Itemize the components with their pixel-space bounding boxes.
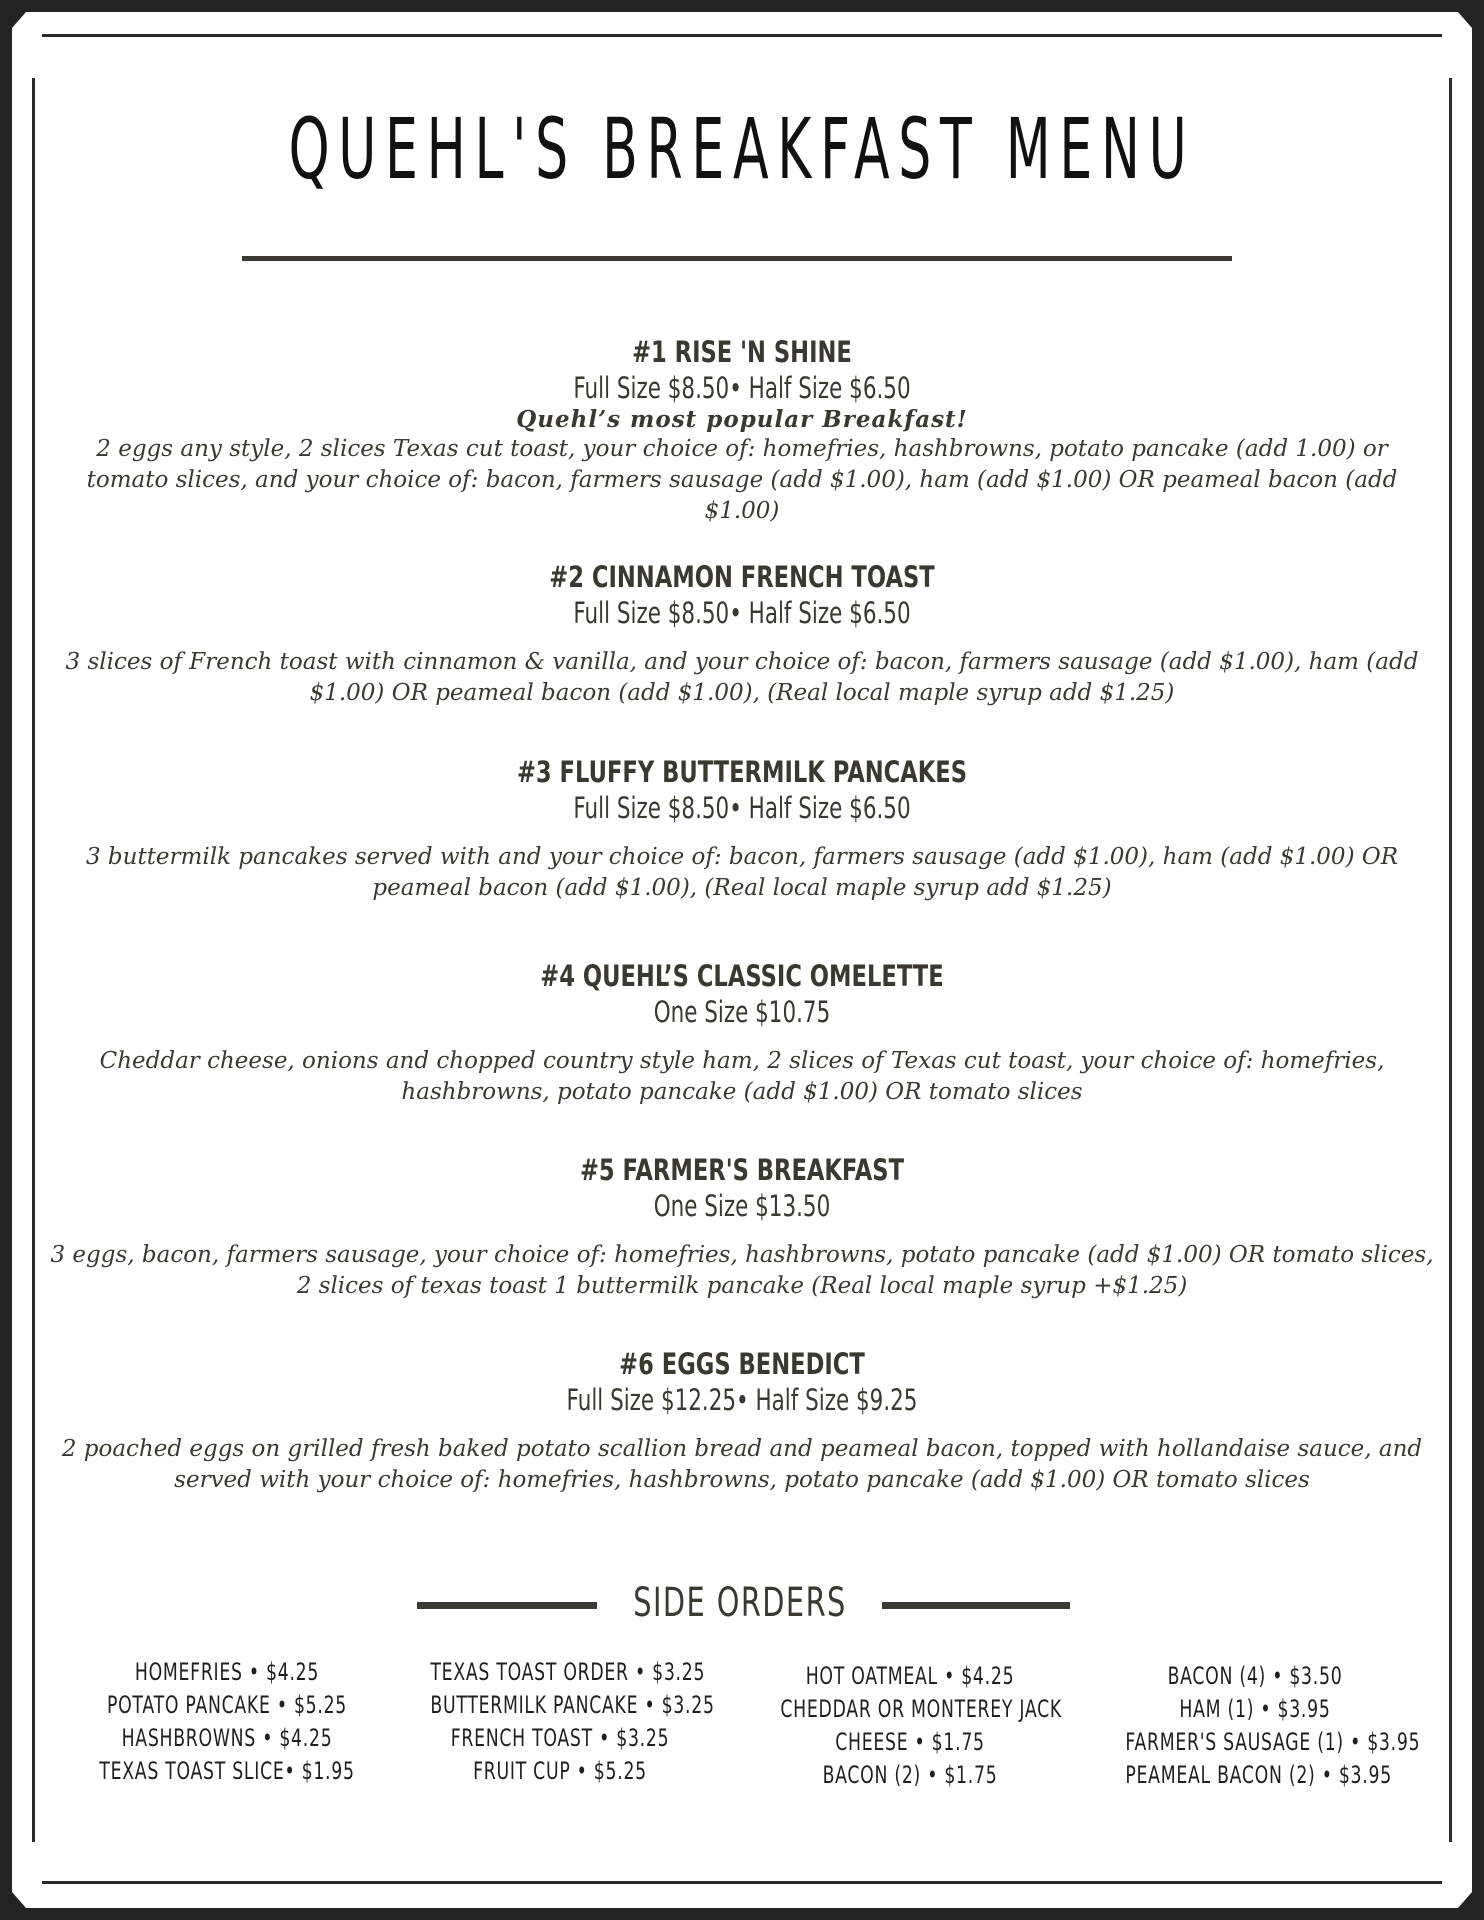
side-orders-rule-left	[417, 1602, 597, 1609]
side-orders-column-3	[730, 1660, 1090, 1792]
item-price: Full Size $8.50• Half Size $6.50	[573, 596, 911, 630]
item-name: #6 EGGS BENEDICT	[619, 1347, 865, 1381]
item-price: One Size $13.50	[653, 1189, 831, 1223]
side-order-item: CHEESE • $1.75	[835, 1728, 985, 1756]
item-name: #3 FLUFFY BUTTERMILK PANCAKES	[516, 755, 968, 789]
side-order-item: CHEDDAR OR MONTEREY JACK	[780, 1695, 1062, 1723]
side-orders-heading: SIDE ORDERS	[633, 1580, 847, 1626]
item-description: Cheddar cheese, onions and chopped country style ham, 2 slices of Texas cut toast, your choice of: homefries, hashbrowns, potato pancake (add $1.00) OR tomato slices	[99, 1048, 1385, 1105]
side-order-item: PEAMEAL BACON (2) • $3.95	[1125, 1761, 1392, 1789]
side-order-item: HOT OATMEAL • $4.25	[805, 1662, 1015, 1690]
item-description: 3 buttermilk pancakes served with and your choice of: bacon, farmers sausage (add $1.00), ham (add $1.00) OR peameal bacon (add $1.00), (Real local maple syrup add $1.25)	[85, 844, 1399, 901]
frame-line-top	[42, 34, 1442, 37]
item-name: #2 CINNAMON FRENCH TOAST	[549, 560, 935, 594]
item-name: #4 QUEHL’S CLASSIC OMELETTE	[540, 959, 944, 993]
menu-item-6	[50, 1346, 1434, 1496]
title-divider	[242, 256, 1232, 261]
side-order-item: FRENCH TOAST • $3.25	[450, 1724, 670, 1752]
side-order-item: BACON (4) • $3.50	[1167, 1662, 1343, 1690]
item-price: One Size $10.75	[653, 995, 831, 1029]
menu-title: QUEHL'S BREAKFAST MENU	[288, 100, 1196, 198]
menu-item-5	[50, 1152, 1434, 1302]
side-order-item: TEXAS TOAST SLICE• $1.95	[99, 1757, 355, 1785]
side-order-item: FARMER'S SAUSAGE (1) • $3.95	[1125, 1728, 1421, 1756]
side-order-item: TEXAS TOAST ORDER • $3.25	[430, 1658, 706, 1686]
side-orders-column-1	[47, 1656, 407, 1788]
item-price: Full Size $8.50• Half Size $6.50	[573, 791, 911, 825]
menu-item-4	[50, 958, 1434, 1108]
menu-item-1	[50, 334, 1434, 527]
item-description: 2 eggs any style, 2 slices Texas cut toast, your choice of: homefries, hashbrowns, potato pancake (add 1.00) or tomato slices, and your choice of: bacon, farmers sausage (add $1.00), ham (add $1.00) OR peameal bacon (add $1.00)	[86, 436, 1398, 524]
side-order-item: HOMEFRIES • $4.25	[134, 1658, 320, 1686]
item-name: #1 RISE 'N SHINE	[632, 335, 852, 369]
side-order-item: HAM (1) • $3.95	[1179, 1695, 1331, 1723]
side-orders-column-4	[1075, 1660, 1435, 1792]
item-description: 3 slices of French toast with cinnamon & vanilla, and your choice of: bacon, farmers sausage (add $1.00), ham (add $1.00) OR peameal bacon (add $1.00), (Real local maple syrup add $1.25)	[65, 649, 1419, 706]
side-orders-column-2	[380, 1656, 740, 1788]
side-order-item: BUTTERMILK PANCAKE • $3.25	[430, 1691, 715, 1719]
menu-item-2	[50, 559, 1434, 709]
item-name: #5 FARMER'S BREAKFAST	[579, 1153, 905, 1187]
menu-item-3	[50, 754, 1434, 904]
side-orders-header	[0, 1578, 1484, 1628]
item-tagline: Quehl’s most popular Breakfast!	[516, 406, 968, 433]
side-order-item: BACON (2) • $1.75	[822, 1761, 998, 1789]
side-orders-rule-right	[882, 1602, 1070, 1609]
frame-line-bottom	[42, 1881, 1442, 1884]
item-price: Full Size $12.25• Half Size $9.25	[566, 1383, 918, 1417]
item-price: Full Size $8.50• Half Size $6.50	[573, 371, 911, 405]
side-order-item: HASHBROWNS • $4.25	[121, 1724, 333, 1752]
side-order-item: POTATO PANCAKE • $5.25	[106, 1691, 348, 1719]
item-description: 2 poached eggs on grilled fresh baked potato scallion bread and peameal bacon, topped with hollandaise sauce, and served with your choice of: homefries, hashbrowns, potato pancake (add $1.00) OR tomato slices	[61, 1436, 1423, 1493]
side-order-item: FRUIT CUP • $5.25	[473, 1757, 647, 1785]
item-description: 3 eggs, bacon, farmers sausage, your choice of: homefries, hashbrowns, potato pancake (add $1.00) OR tomato slices, 2 slices of texas toast 1 buttermilk pancake (Real local maple syrup +$1.25)	[50, 1242, 1434, 1299]
